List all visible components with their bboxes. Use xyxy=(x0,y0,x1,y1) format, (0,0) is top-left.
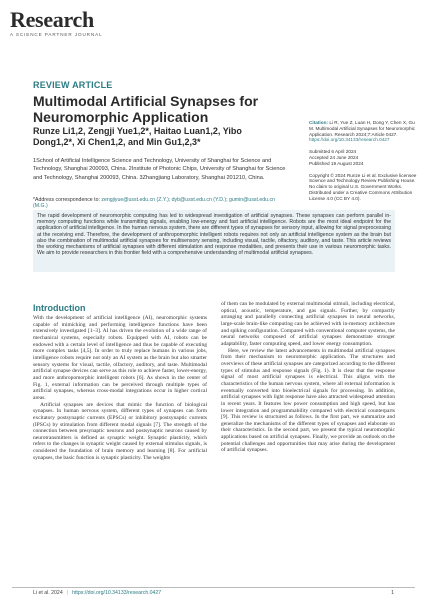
body-column-left xyxy=(33,315,207,461)
author-list: Runze Li1,2, Zengji Yue1,2*, Haitao Luan1,2, Yibo Dong1,2*, Xi Chen1,2, and Min Gu1,2,3* xyxy=(33,126,242,147)
journal-subtitle: A SCIENCE PARTNER JOURNAL xyxy=(10,32,103,37)
journal-logo xyxy=(10,9,103,37)
sidebar-dates xyxy=(309,149,419,166)
published-date: Published 19 August 2024 xyxy=(309,160,364,166)
abstract-text: The rapid development of neuromorphic computing has led to widespread investigation of artificial synapses. These synapses can perform parallel in-memory computing functions while transmitting signals, enabling low-energy and fast artificial intelligence. Robots are the most ideal endpoint for the application of artificial intelligence. In the human nervous system, there are different types of synapses for sensory input, allowing for signal preprocessing at the receiving end. Therefore, the development of anthropomorphic intelligent robots requires not only an artificial intelligence system as the brain but also the combination of multimodal artificial synapses for multisensory sensing, including visual, tactile, olfactory, auditory, and taste. This article reviews the working mechanisms of artificial synapses with different stimulation and response modalities, and presents their use in various neuromorphic tasks. We aim to provide researchers in this frontier field with a comprehensive understanding of multimodal artificial synapses. xyxy=(37,213,391,257)
article-type-label: REVIEW ARTICLE xyxy=(33,80,113,90)
citation-label: Citation: xyxy=(309,120,329,125)
footer-divider xyxy=(12,587,415,588)
accepted-date: Accepted 24 June 2024 xyxy=(309,154,359,160)
body-paragraph: of them can be modulated by external multimodal stimuli, including electrical, optical, acoustic, temperature, and gas signals. Further, by compactly arranging and parallelly connecting artificial synapses in neural networks, large-scale brain-like computing can be achieved with in-memory architecture and spiking configuration. Compared with conventional computer systems, the neural networks composed of artificial synapses demonstrate stronger adaptability, faster computing speed, and lower energy consumption. xyxy=(221,301,395,347)
correspondence xyxy=(33,197,291,209)
article-title: Multimodal Artificial Synapses for Neuromorphic Application xyxy=(33,93,259,125)
footer-citation: Li et al. 2024 | https://doi.org/10.34133/research.0427 xyxy=(33,590,162,596)
journal-name: Research xyxy=(10,7,94,32)
section-heading-introduction: Introduction xyxy=(33,303,86,313)
affiliations: 1School of Artificial Intelligence Science and Technology, University of Shanghai for Science and Technology, Shanghai 200093, China. 2Institute of Photonic Chips, University of Shanghai for Science and Technology, Shanghai 200093, China. 3Zhangjiang Laboratory, Shanghai 201210, China. xyxy=(33,158,286,181)
citation-doi-link[interactable]: https://doi.org/10.34133/research.0427 xyxy=(309,137,390,143)
correspondence-emails[interactable]: zengjiyue@usst.edu.cn (Z.Y.); dyb@usst.edu.cn (Y.D.); gumin@usst.edu.cn (M.G.) xyxy=(33,197,275,209)
sidebar-citation xyxy=(309,120,419,143)
article-sidebar xyxy=(309,120,419,202)
sidebar-copyright: Copyright © 2024 Runze Li et al. Exclusive licensee Science and Technology Review Publishing House. No claim to original U.S. Government Works. Distributed under a Creative Commons Attribution License 4.0 (CC BY 4.0). xyxy=(309,172,417,201)
abstract-box xyxy=(33,210,395,272)
body-paragraph: Artificial synapses are devices that mimic the function of biological synapses. In human nervous system, different types of synapses can form excitatory postsynaptic currents (EPSCs) or inhibitory postsynaptic currents (IPSCs) by stimulation from different modal signals [7]. The strength of the connection between presynaptic neurons and postsynaptic neurons caused by neurotransmitters is defined as synaptic weight. Synaptic plasticity, which refers to the changes in synaptic weight caused by external stimulus signals, is considered the foundation of brain memory and learning [8]. For artificial synapses, the basic function is synaptic plasticity. The weights xyxy=(33,401,207,461)
footer-citation-text: Li et al. 2024 xyxy=(33,590,63,596)
body-paragraph: With the development of artificial intelligence (AI), neuromorphic systems capable of mimicking and performing intelligence functions have been extensively investigated [1–3]. AI has driven the evolution of a wide range of mechanical systems, especially robots. Equipped with AI, robots can be endowed with a certain level of intelligence and thus be capable of executing more complex tasks [4,5]. In order to truly replace humans in various jobs, intelligence robots require not only an AI system as the brain but also smarter sensory systems for visual, tactile, olfactory, auditory, and taste. Multimodal artificial synapse devices can serve as this role to achieve faster, lower-energy, and more anthropomorphic intelligent robots [6]. As shown in the center of Fig. 1, external information can be perceived through multiple types of artificial synapses, whereas cross-modal integrations occur in higher cortical areas. xyxy=(33,315,207,401)
citation-text: Li R, Yue Z, Luan H, Dong Y, Chen X, Gu M. Multimodal Artificial Synapses for Neuromorphic Application. Research 2024;7:Article 0427. xyxy=(309,120,416,137)
footer-doi-link[interactable]: https://doi.org/10.34133/research.0427 xyxy=(72,590,162,596)
body-column-right xyxy=(221,301,395,454)
submitted-date: Submitted 6 April 2024 xyxy=(309,149,357,155)
page-number: 1 xyxy=(391,590,394,596)
correspondence-label: *Address correspondence to: xyxy=(33,197,102,203)
body-paragraph: Here, we review the latest advancements in multimodal artificial synapses from their mechanism to neuromorphic application. The structures and overviews of these artificial synapses are categorized according to the different types of stimulus and response signals (Fig. 1). It is clear that the response signal of most artificial synapses is electrical. This aligns with the characteristics of the human nervous system, where all external information is eventually converted into bioelectrical signals for processing. In addition, artificial synapses with light response have also attracted widespread attention in recent years. It features low power consumption and high speed, but has lower integration and programmability compared with electrical counterparts [9]. This review is structured as follows. In the first part, we summarize and generalize the mechanisms of the different types of synapses and elaborate on their characteristics. In the second part, we present the typical neuromorphic applications based on artificial synapses. Finally, we provide an outlook on the potential challenges and opportunities that may arise during the development of artificial synapses. xyxy=(221,347,395,454)
